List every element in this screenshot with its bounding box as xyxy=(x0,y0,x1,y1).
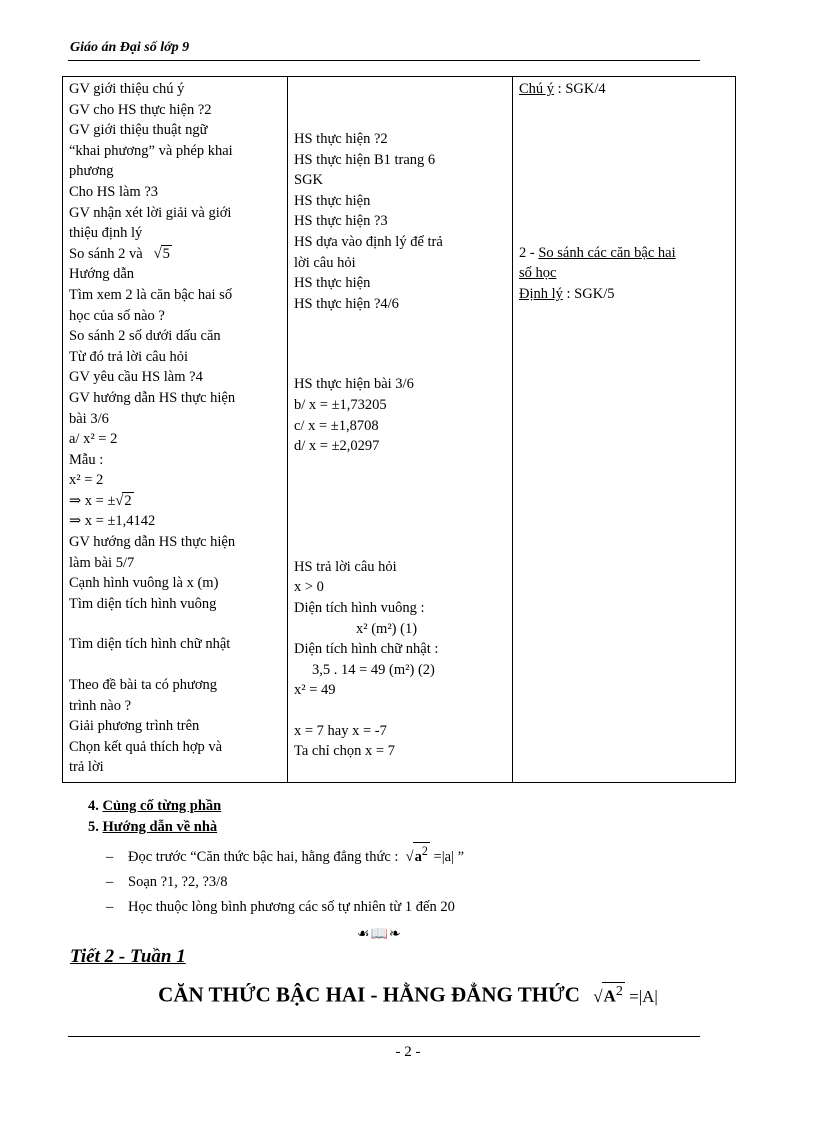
step-5: 5. Hướng dẫn về nhà xyxy=(88,819,218,835)
spacer xyxy=(294,314,506,364)
list-item: phương xyxy=(69,163,114,180)
list-item: HS thực hiện xyxy=(294,275,371,292)
list-item: So sánh 2 số dưới dấu căn xyxy=(69,328,221,345)
list-item: x = 7 hay x = -7 xyxy=(294,722,387,739)
list-item: Từ đó trả lời câu hỏi xyxy=(69,348,189,365)
lesson-period-heading: Tiết 2 - Tuần 1 xyxy=(70,946,186,967)
list-item: GV cho HS thực hiện ?2 xyxy=(69,101,212,118)
header-rule xyxy=(68,60,700,61)
list-item: GV hướng dẫn HS thực hiện xyxy=(69,389,236,406)
spacer xyxy=(69,655,281,675)
spacer xyxy=(294,701,506,721)
list-item: HS trả lời câu hỏi xyxy=(294,558,397,575)
list-item: Mẫu : xyxy=(69,451,104,468)
list-item: GV nhận xét lời giải và giới xyxy=(69,204,232,221)
spacer xyxy=(294,507,506,557)
steps-block xyxy=(88,796,221,838)
sqrt-5: 5 xyxy=(162,245,170,262)
spacer xyxy=(294,79,506,129)
list-item: HS thực hiện ?2 xyxy=(294,131,388,147)
list-item: b/ x = ±1,73205 xyxy=(294,396,387,413)
list-item: x > 0 xyxy=(294,579,324,596)
note-label: Chú ý xyxy=(519,81,555,97)
list-item: Cho HS làm ?3 xyxy=(69,183,159,200)
list-item: HS thực hiện xyxy=(294,192,371,209)
list-item: d/ x = ±2,0297 xyxy=(294,438,380,455)
list-item: Tìm xem 2 là căn bậc hai số xyxy=(69,286,233,303)
list-item: Hướng dẫn xyxy=(69,266,135,283)
list-item: Diện tích hình vuông : xyxy=(294,599,425,616)
list-item: – Soạn ?1, ?2, ?3/8 xyxy=(106,873,228,890)
list-item: GV hướng dẫn HS thực hiện xyxy=(69,534,236,551)
sqrt-2: 2 xyxy=(124,492,132,509)
list-item: làm bài 5/7 xyxy=(69,554,135,571)
list-item: HS thực hiện ?3 xyxy=(294,213,388,230)
list-item: trả lời xyxy=(69,759,104,776)
list-item: Tìm diện tích hình chữ nhật xyxy=(69,636,231,653)
student-activity-column xyxy=(288,77,513,783)
list-item: lời câu hỏi xyxy=(294,254,356,271)
theorem-line: Định lý : SGK/5 xyxy=(519,285,615,302)
ornament-icon: ☙📖❧ xyxy=(357,927,402,942)
spacer xyxy=(294,457,506,507)
theorem-label: Định lý xyxy=(519,285,563,302)
list-item: bài 3/6 xyxy=(69,410,109,427)
page-number: - 2 - xyxy=(395,1044,421,1060)
teacher-activity-column xyxy=(63,77,288,783)
list-item: So sánh 2 và √5 xyxy=(69,245,170,262)
section-heading-cont: số học xyxy=(519,265,557,282)
list-item: x² = 49 xyxy=(294,682,336,699)
list-item: Cạnh hình vuông là x (m) xyxy=(69,575,219,592)
list-item: Ta chỉ chọn x = 7 xyxy=(294,743,395,760)
list-item: ⇒ x = ±√2 xyxy=(69,492,132,509)
list-item: a/ x² = 2 xyxy=(69,431,118,448)
section-heading: 2 - So sánh các căn bậc hai xyxy=(519,244,676,261)
table-row xyxy=(63,77,736,783)
list-item: x² = 2 xyxy=(69,472,104,489)
list-item: SGK xyxy=(294,172,324,189)
list-item: GV giới thiệu chú ý xyxy=(69,81,185,97)
list-item: 3,5 . 14 = 49 (m²) (2) xyxy=(312,661,435,678)
step-4: 4. Củng cố từng phần xyxy=(88,798,222,814)
list-item: trình nào ? xyxy=(69,697,132,714)
lesson-table xyxy=(62,76,736,783)
list-item: HS thực hiện ?4/6 xyxy=(294,295,399,312)
list-item: GV giới thiệu thuật ngữ xyxy=(69,122,208,139)
list-item: Giải phương trình trên xyxy=(69,718,200,735)
page-header-title: Giáo án Đại số lớp 9 xyxy=(70,40,190,55)
list-item: thiệu định lý xyxy=(69,225,143,242)
list-item: HS thực hiện bài 3/6 xyxy=(294,376,414,393)
lesson-title: CĂN THỨC BẬC HAI - HẰNG ĐẲNG THỨC $√A^2 =|A|$ xyxy=(158,982,658,1007)
list-item: HS dựa vào định lý để trả xyxy=(294,233,443,250)
note-line: Chú ý : SGK/4 xyxy=(519,81,606,97)
list-item: Tìm diện tích hình vuông xyxy=(69,595,217,612)
homework-list xyxy=(106,842,464,920)
list-item: GV yêu cầu HS làm ?4 xyxy=(69,369,203,386)
list-item: c/ x = ±1,8708 xyxy=(294,417,379,434)
list-item: học của số nào ? xyxy=(69,307,165,324)
list-item: ⇒ x = ±1,4142 xyxy=(69,513,156,530)
list-item: Diện tích hình chữ nhật : xyxy=(294,641,439,658)
list-item: HS thực hiện B1 trang 6 xyxy=(294,151,436,168)
title-formula: $√A^2 =|A|$ xyxy=(593,983,658,1006)
list-item: – Học thuộc lòng bình phương các số tự nhiên từ 1 đến 20 xyxy=(106,898,455,915)
spacer xyxy=(69,614,281,634)
list-item: Chọn kết quả thích hợp và xyxy=(69,738,223,755)
spacer xyxy=(519,100,729,243)
list-item: x² (m²) (1) xyxy=(356,620,418,637)
footer-rule xyxy=(68,1036,700,1037)
content-column xyxy=(513,77,736,783)
list-item: – Đọc trước “Căn thức bậc hai, hằng đẳng thức : $√a^2 =|a|$ ” xyxy=(106,844,465,865)
list-item: Theo đề bài ta có phương xyxy=(69,677,217,694)
list-item: “khai phương” và phép khai xyxy=(69,142,233,159)
spacer xyxy=(294,364,506,374)
